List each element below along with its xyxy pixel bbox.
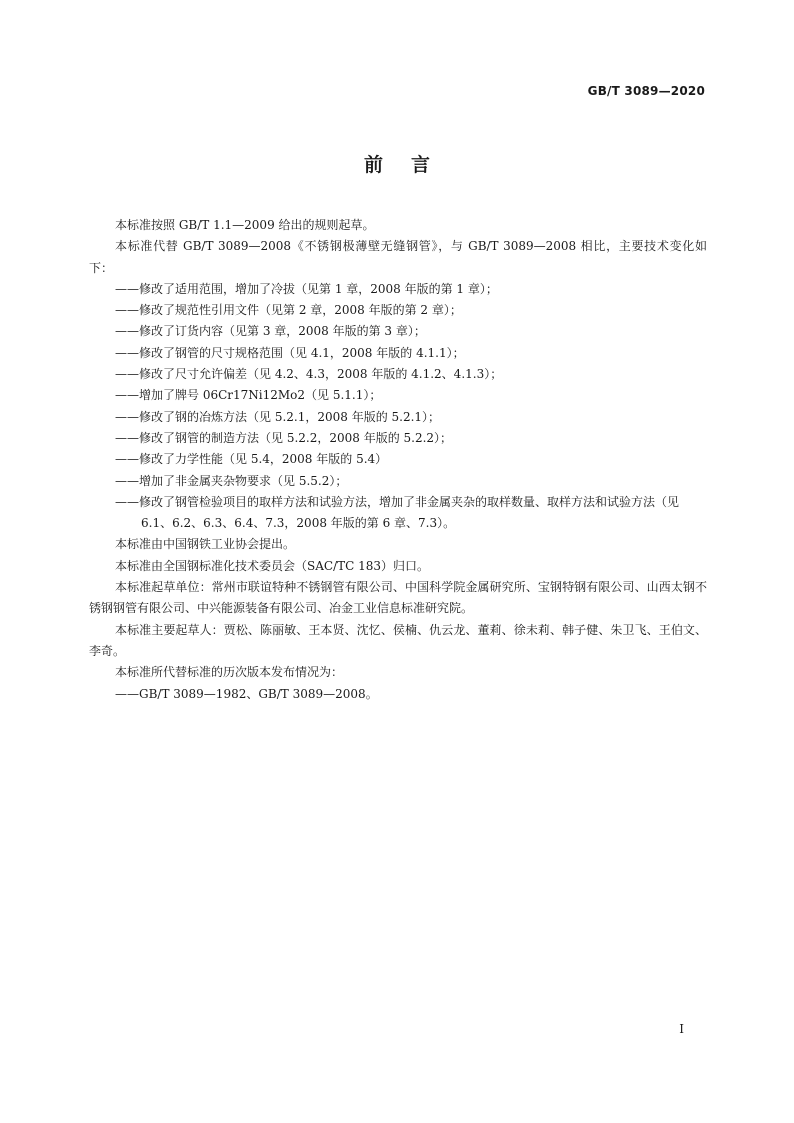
page-number: I bbox=[679, 1022, 684, 1036]
history-intro-paragraph: 本标准所代替标准的历次版本发布情况为： bbox=[115, 665, 344, 680]
change-item: ——修改了力学性能（见 5.4，2008 年版的 5.4） bbox=[115, 452, 388, 467]
committee-paragraph: 本标准由全国钢标准化技术委员会（SAC/TC 183）归口。 bbox=[115, 558, 430, 573]
change-item: ——修改了钢管的尺寸规格范围（见 4.1，2008 年版的 4.1.1）； bbox=[115, 345, 465, 360]
change-item: ——增加了非金属夹杂物要求（见 5.5.2）； bbox=[115, 473, 348, 488]
change-item: ——修改了钢管检验项目的取样方法和试验方法，增加了非金属夹杂的取样数量、取样方法和试验方法（见 6.1、6.2、6.3、6.4、7.3，2008 年版的第 6 章、7.3）。 bbox=[115, 494, 680, 531]
history-item: ——GB/T 3089—1982、GB/T 3089—2008。 bbox=[115, 686, 378, 701]
foreword-body bbox=[89, 215, 707, 705]
drafting-rule-paragraph: 本标准按照 GB/T 1.1—2009 给出的规则起草。 bbox=[115, 218, 375, 232]
standard-code: GB/T 3089—2020 bbox=[587, 84, 705, 98]
proposer-paragraph: 本标准由中国钢铁工业协会提出。 bbox=[115, 537, 296, 552]
change-item: ——增加了牌号 06Cr17Ni12Mo2（见 5.1.1）； bbox=[115, 388, 382, 403]
replacement-paragraph: 本标准代替 GB/T 3089—2008《不锈钢极薄壁无缝钢管》，与 GB/T 3089—2008 相比，主要技术变化如下： bbox=[89, 239, 707, 275]
change-item: ——修改了钢的冶炼方法（见 5.2.1，2008 年版的 5.2.1）； bbox=[115, 409, 441, 424]
change-item: ——修改了规范性引用文件（见第 2 章，2008 年版的第 2 章）； bbox=[115, 303, 462, 318]
change-item: ——修改了订货内容（见第 3 章，2008 年版的第 3 章）； bbox=[115, 324, 426, 339]
change-item: ——修改了钢管的制造方法（见 5.2.2，2008 年版的 5.2.2）； bbox=[115, 430, 453, 445]
drafters-paragraph: 本标准主要起草人：贾松、陈丽敏、王本贤、沈忆、侯楠、仇云龙、董莉、徐未莉、韩子健、朱卫飞、王伯文、李奇。 bbox=[89, 622, 707, 658]
page-title: 前言 bbox=[363, 154, 458, 176]
drafting-units-paragraph: 本标准起草单位：常州市联谊特种不锈钢管有限公司、中国科学院金属研究所、宝钢特钢有限公司、山西太钢不锈钢钢管有限公司、中兴能源装备有限公司、冶金工业信息标准研究院。 bbox=[89, 580, 707, 616]
change-item: ——修改了尺寸允许偏差（见 4.2、4.3，2008 年版的 4.1.2、4.1.3）； bbox=[115, 367, 503, 382]
change-item: ——修改了适用范围，增加了冷拔（见第 1 章，2008 年版的第 1 章）； bbox=[115, 281, 498, 296]
